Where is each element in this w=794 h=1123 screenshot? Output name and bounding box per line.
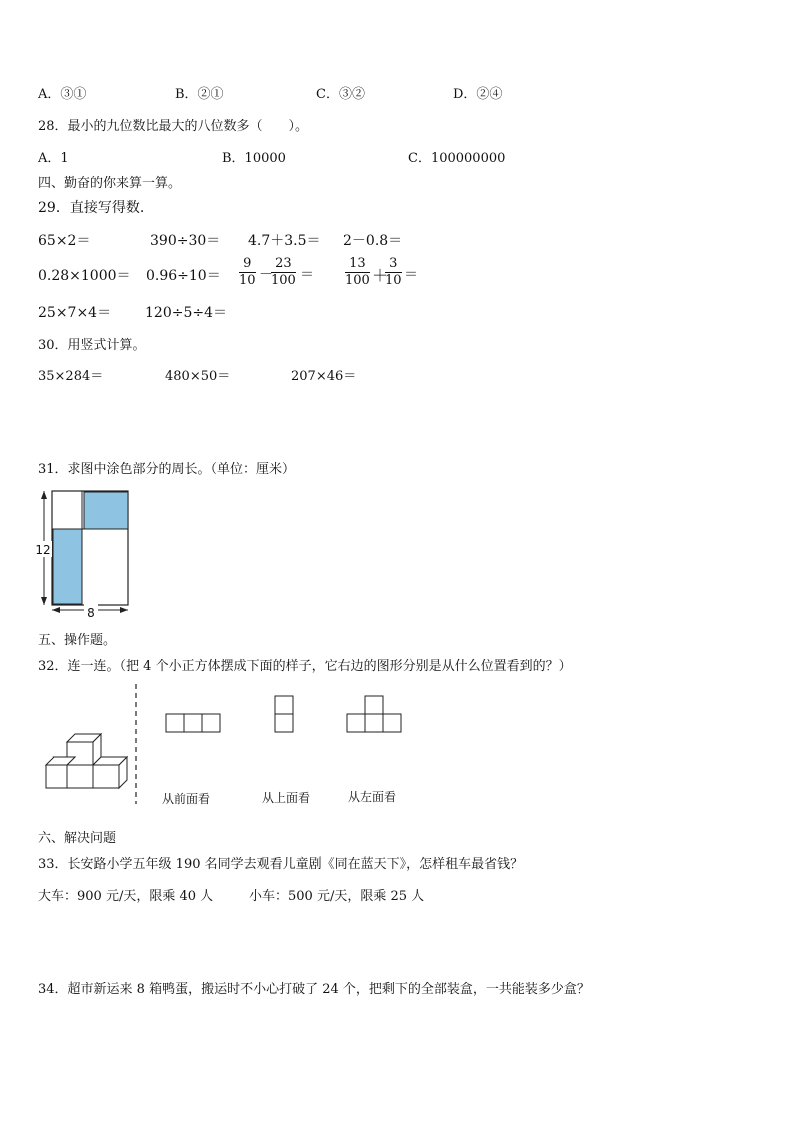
- left-view-shape: [347, 696, 401, 732]
- cube-stack: [46, 734, 127, 788]
- q27-option-c: C．③②: [316, 87, 365, 102]
- view-label-left: 从左面看: [348, 790, 397, 804]
- q29-item: 0.96÷10＝: [146, 268, 221, 284]
- q30-item: 480×50＝: [165, 369, 231, 384]
- numerator: 23: [271, 256, 296, 273]
- shaded-bottom-left: [53, 529, 82, 604]
- numerator: 3: [385, 256, 402, 273]
- q31-stem: 31．求图中涂色部分的周长。（单位：厘米）: [38, 462, 296, 477]
- view-label-front: 从前面看: [162, 792, 211, 806]
- equals-sign: ＝: [300, 267, 314, 283]
- fraction: [239, 256, 256, 289]
- fraction: [345, 256, 370, 289]
- denominator: 100: [271, 273, 296, 288]
- q27-option-a: A．③①: [38, 87, 87, 102]
- q29-item: 120÷5÷4＝: [145, 305, 227, 321]
- denominator: 100: [345, 273, 370, 288]
- denominator: 10: [385, 273, 402, 288]
- arrow-left-icon: [52, 607, 60, 613]
- q30-item: 35×284＝: [38, 369, 104, 384]
- q33-stem: 33．长安路小学五年级 190 名同学去观看儿童剧《同在蓝天下》，怎样租车最省钱？: [38, 857, 524, 872]
- q28-option-b: B．10000: [222, 151, 286, 166]
- q29-stem: 29．直接写得数.: [38, 200, 145, 216]
- arrow-right-icon: [120, 607, 128, 613]
- q29-item: 65×2＝: [38, 233, 91, 249]
- top-view-shape: [275, 696, 293, 732]
- q31-figure: [30, 485, 140, 620]
- numerator: 13: [345, 256, 370, 273]
- minus-sign: －: [259, 267, 273, 283]
- q30-item: 207×46＝: [291, 369, 357, 384]
- q28-option-c: C．100000000: [408, 151, 506, 166]
- q33-big-bus: 大车：900 元/天，限乘 40 人: [38, 889, 214, 904]
- fraction: [385, 256, 402, 289]
- arrow-down-icon: [41, 597, 47, 605]
- equals-sign: ＝: [404, 267, 418, 283]
- arrow-up-icon: [41, 491, 47, 499]
- q29-item: 25×7×4＝: [38, 305, 112, 321]
- q33-small-bus: 小车：500 元/天，限乘 25 人: [249, 889, 425, 904]
- section-6-heading: 六、解决问题: [38, 831, 117, 846]
- q29-item: 2－0.8＝: [343, 233, 403, 249]
- width-label: 8: [87, 606, 95, 620]
- shaded-top-right: [84, 492, 128, 529]
- view-label-top: 从上面看: [262, 791, 311, 805]
- denominator: 10: [239, 273, 256, 288]
- plus-sign: ＋: [372, 266, 389, 285]
- q28-option-a: A．1: [38, 151, 69, 166]
- section-5-heading: 五、操作题。: [38, 633, 117, 648]
- numerator: 9: [239, 256, 256, 273]
- height-label: 12: [35, 543, 51, 557]
- q28-stem: 28．最小的九位数比最大的八位数多（ ）。: [38, 119, 309, 134]
- section-4-heading: 四、勤奋的你来算一算。: [38, 176, 182, 191]
- q30-stem: 30．用竖式计算。: [38, 338, 146, 353]
- q27-option-d: D．②④: [453, 87, 503, 102]
- front-view-shape: [166, 714, 220, 732]
- q27-option-b: B．②①: [175, 87, 224, 102]
- fraction: [271, 256, 296, 289]
- q32-stem: 32．连一连。（把 4 个小正方体摆成下面的样子，它右边的图形分别是从什么位置看到的？）: [38, 659, 572, 674]
- q29-item: 390÷30＝: [150, 233, 221, 249]
- q29-item: 4.7＋3.5＝: [248, 233, 321, 249]
- q34-stem: 34．超市新运来 8 箱鸭蛋，搬运时不小心打破了 24 个，把剩下的全部装盒，一共能装多少盒？: [38, 982, 590, 997]
- q29-item: 0.28×1000＝: [38, 268, 131, 284]
